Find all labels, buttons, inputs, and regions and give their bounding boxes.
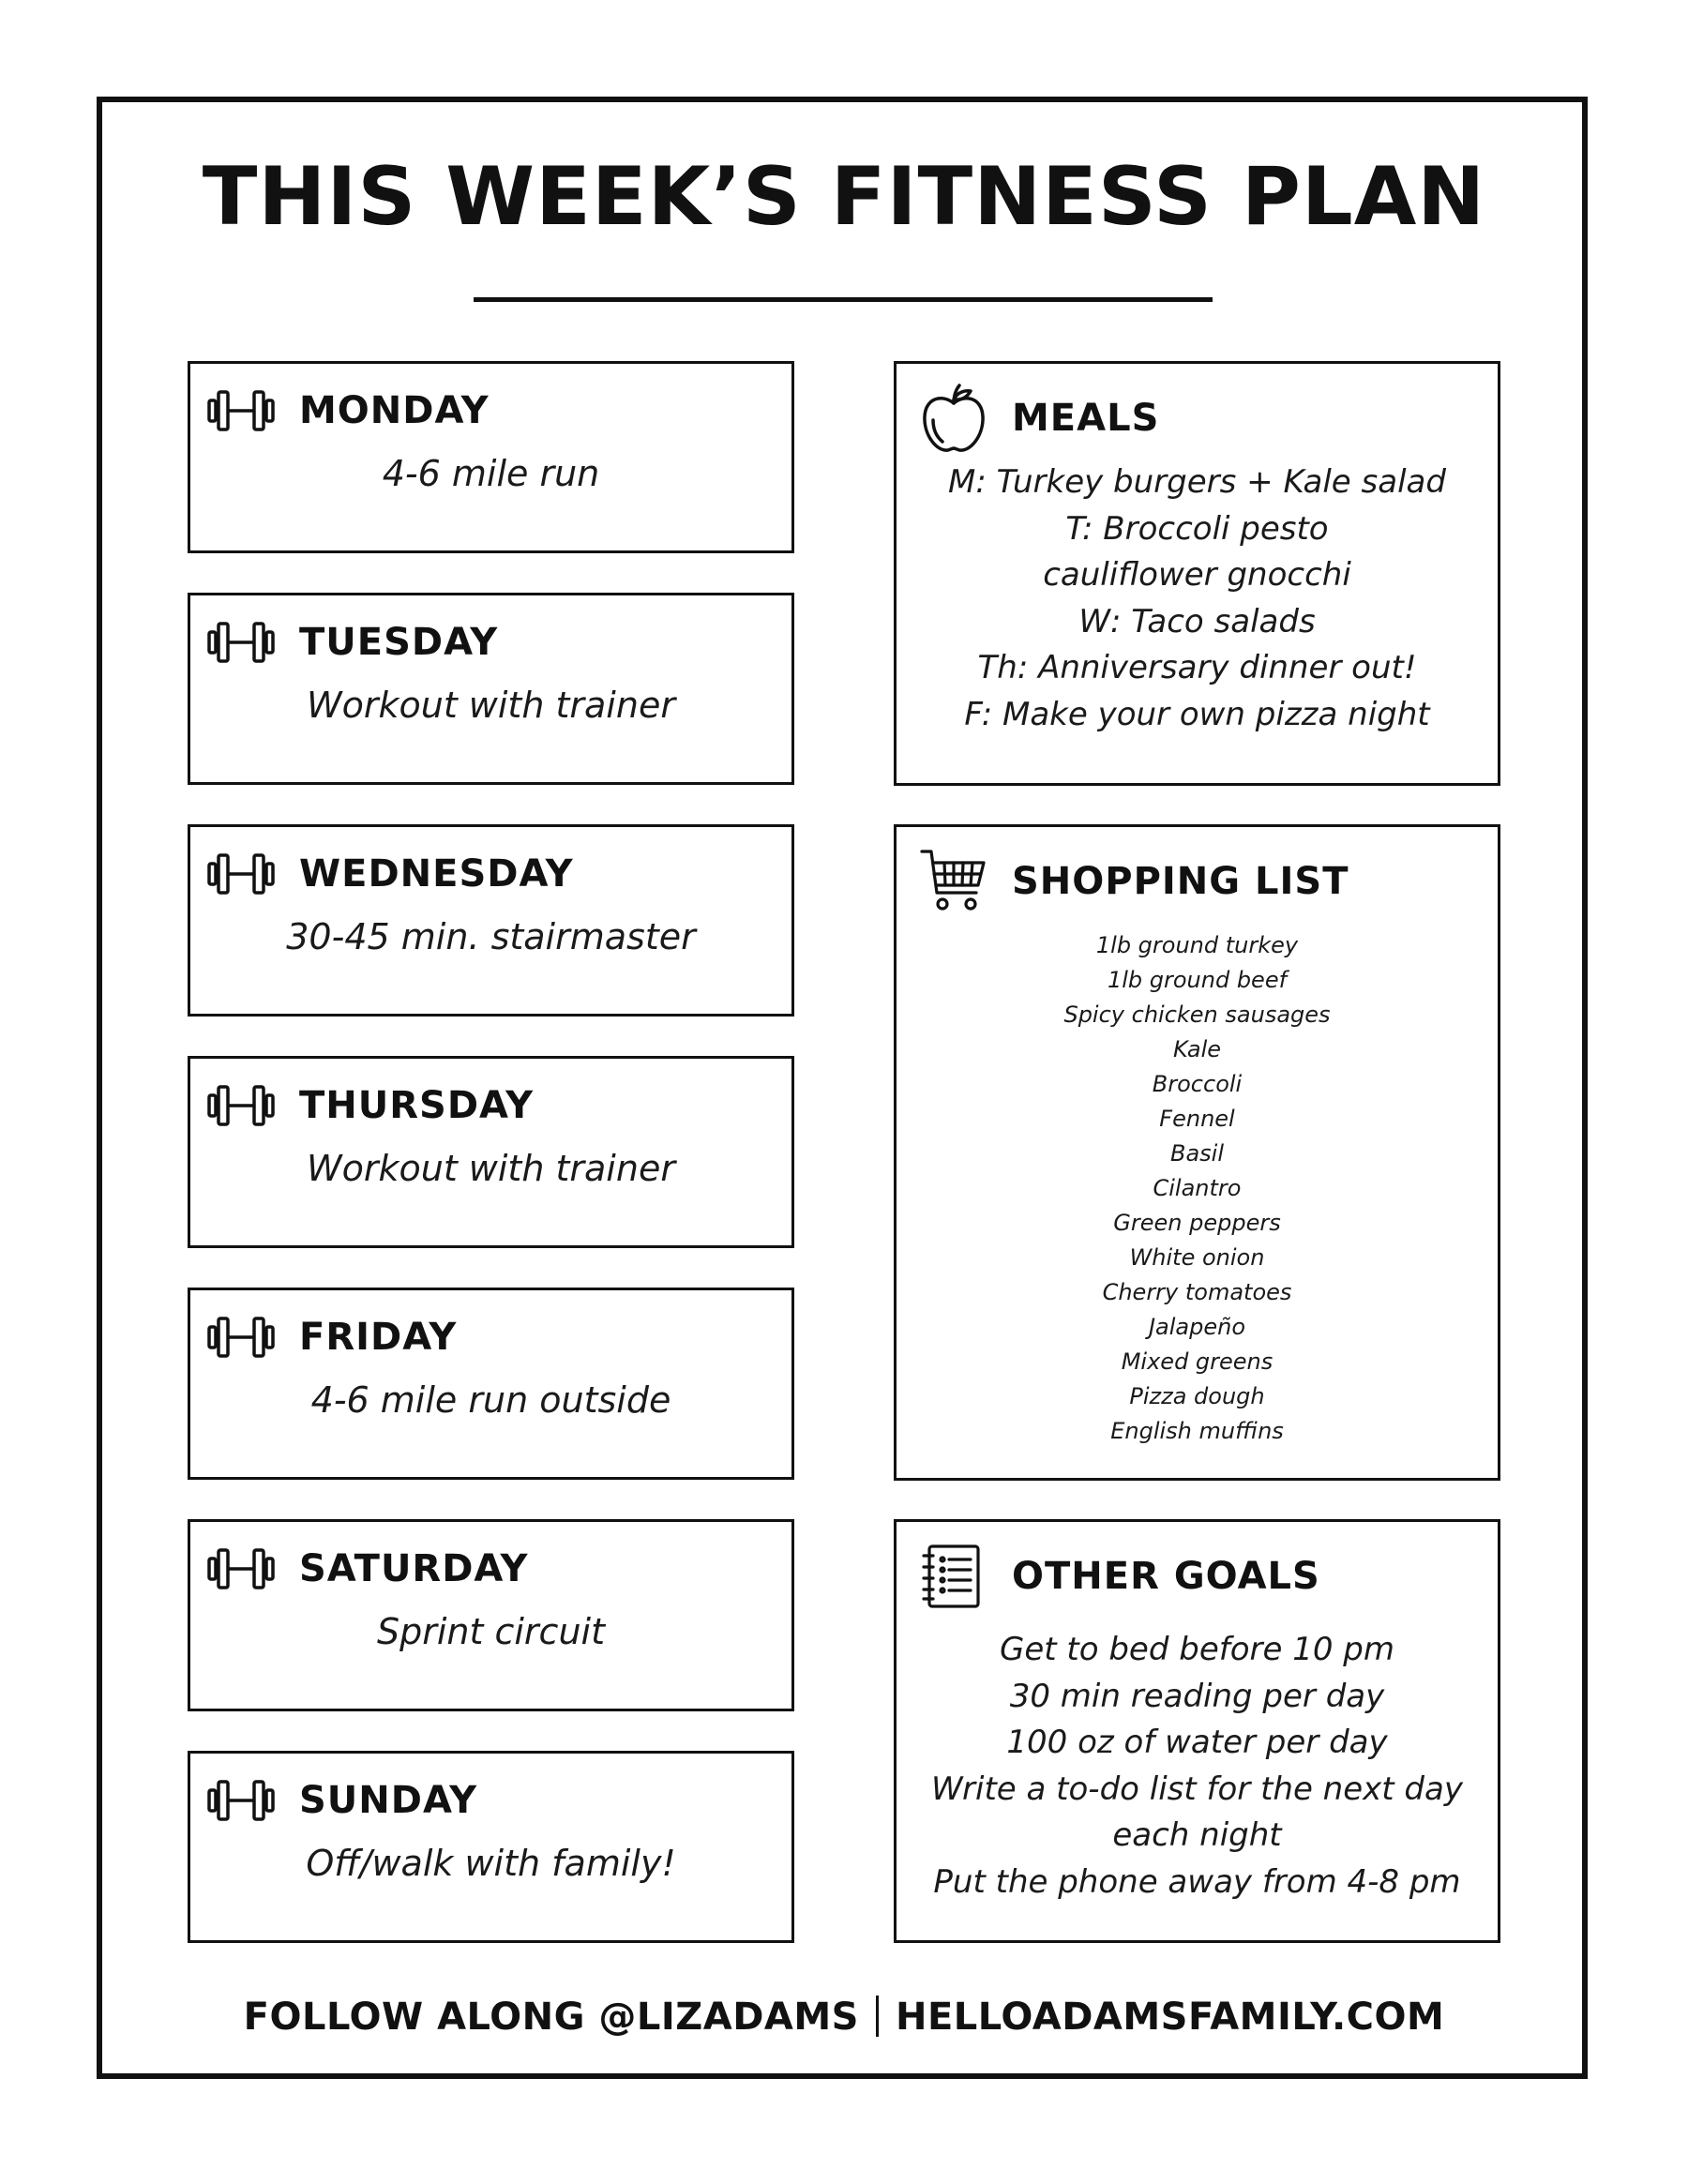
- dumbbell-icon: [207, 1545, 275, 1592]
- list-item: Broccoli: [1152, 1071, 1243, 1097]
- day-activity: Workout with trainer: [307, 685, 675, 726]
- list-item: Kale: [1172, 1036, 1222, 1062]
- other-goals-heading: OTHER GOALS: [1012, 1555, 1320, 1598]
- day-label: FRIDAY: [299, 1316, 458, 1359]
- shopping-list-card: [894, 824, 1500, 1481]
- list-item: English muffins: [1110, 1418, 1284, 1444]
- day-label: THURSDAY: [299, 1084, 535, 1127]
- list-item: F: Make your own pizza night: [964, 695, 1430, 733]
- website-url: HELLOADAMSFAMILY.COM: [895, 1996, 1445, 2039]
- list-item: Green peppers: [1113, 1210, 1281, 1236]
- list-item: cauliflower gnocchi: [1043, 556, 1351, 594]
- list-item: T: Broccoli pesto: [1065, 509, 1329, 548]
- dumbbell-icon: [207, 387, 275, 434]
- day-label: TUESDAY: [299, 621, 499, 664]
- follow-handle: FOLLOW ALONG @LIZADAMS: [243, 1996, 859, 2039]
- dumbbell-icon: [207, 1082, 275, 1129]
- day-activity: Off/walk with family!: [306, 1843, 676, 1884]
- day-label: SUNDAY: [299, 1779, 478, 1822]
- dumbbell-icon: [207, 1314, 275, 1361]
- meals-card: [894, 361, 1500, 786]
- shopping-list: [897, 928, 1498, 1449]
- list-item: W: Taco salads: [1078, 602, 1316, 640]
- shopping-list-heading: SHOPPING LIST: [1012, 860, 1349, 903]
- list-item: Put the phone away from 4-8 pm: [933, 1862, 1461, 1901]
- list-item: 30 min reading per day: [1009, 1677, 1385, 1715]
- list-item: Th: Anniversary dinner out!: [977, 649, 1417, 686]
- page-title: THIS WEEK’S FITNESS PLAN: [202, 150, 1486, 244]
- notepad-list-icon: [920, 1541, 987, 1612]
- list-item: 100 oz of water per day: [1006, 1724, 1388, 1761]
- list-item: White onion: [1129, 1244, 1265, 1271]
- day-card-friday: [188, 1288, 794, 1480]
- list-item: 1lb ground turkey: [1095, 932, 1299, 958]
- list-item: Mixed greens: [1121, 1348, 1274, 1375]
- list-item: Write a to-do list for the next day: [931, 1770, 1463, 1808]
- list-item: Spicy chicken sausages: [1063, 1002, 1331, 1028]
- meals-heading: MEALS: [1012, 397, 1160, 440]
- footer-divider: [876, 1996, 879, 2037]
- day-card-monday: [188, 361, 794, 553]
- apple-icon: [920, 383, 987, 454]
- day-card-saturday: [188, 1519, 794, 1711]
- shopping-cart-icon: [920, 846, 987, 917]
- list-item: 1lb ground beef: [1107, 967, 1288, 993]
- day-activity: Workout with trainer: [307, 1148, 675, 1189]
- list-item: Get to bed before 10 pm: [1000, 1631, 1394, 1668]
- day-activity: 4-6 mile run: [382, 453, 600, 494]
- list-item: Jalapeño: [1148, 1314, 1246, 1340]
- other-goals-card: [894, 1519, 1500, 1943]
- list-item: Cherry tomatoes: [1102, 1279, 1292, 1305]
- dumbbell-icon: [207, 1777, 275, 1824]
- dumbbell-icon: [207, 851, 275, 897]
- list-item: Basil: [1169, 1140, 1224, 1167]
- day-card-wednesday: [188, 824, 794, 1017]
- list-item: M: Turkey burgers + Kale salad: [948, 463, 1446, 501]
- goals-list: [897, 1627, 1498, 1905]
- day-card-sunday: [188, 1751, 794, 1943]
- footer: [0, 1994, 1688, 2041]
- title-divider: [474, 297, 1213, 302]
- day-activity: 30-45 min. stairmaster: [286, 916, 696, 957]
- meals-list: [897, 459, 1498, 738]
- list-item: Fennel: [1159, 1106, 1235, 1132]
- list-item: Pizza dough: [1129, 1383, 1265, 1409]
- list-item: Cilantro: [1153, 1175, 1242, 1201]
- day-activity: Sprint circuit: [377, 1611, 605, 1652]
- day-card-thursday: [188, 1056, 794, 1248]
- day-label: SATURDAY: [299, 1547, 529, 1590]
- list-item: each night: [1112, 1816, 1282, 1854]
- day-activity: 4-6 mile run outside: [310, 1379, 671, 1421]
- day-label: WEDNESDAY: [299, 852, 574, 896]
- day-card-tuesday: [188, 593, 794, 785]
- dumbbell-icon: [207, 619, 275, 666]
- day-label: MONDAY: [299, 389, 490, 432]
